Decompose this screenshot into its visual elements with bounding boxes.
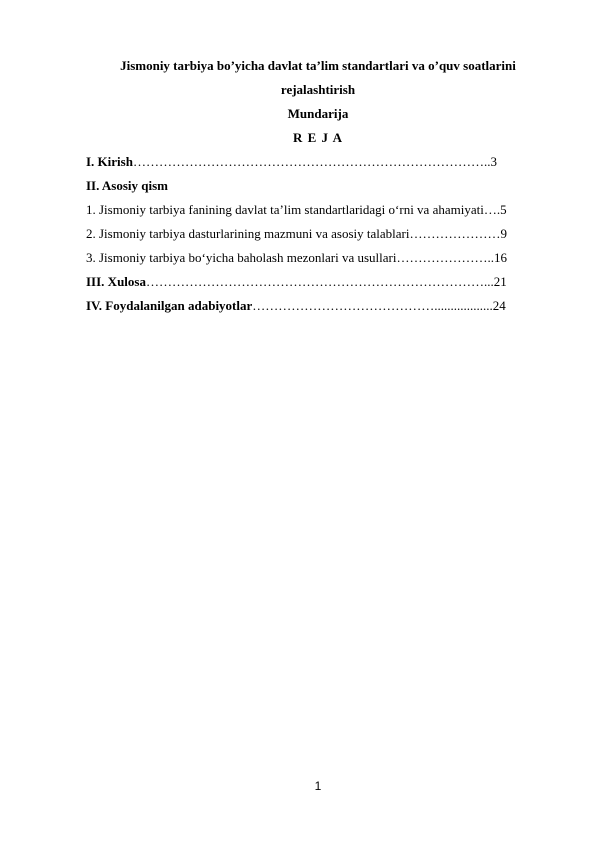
plan-heading: R E J A (293, 130, 343, 145)
toc-entry-leader: ……………………………………………………………………... (145, 274, 494, 289)
toc-entry-label: 1. Jismoniy tarbiya fanining davlat ta’lim standartlaridagi o‘rni va ahamiyati (86, 202, 484, 217)
toc-entry-page: 9 (500, 226, 507, 241)
toc-entry-leader: ………………… (409, 226, 501, 241)
toc-entry-page: 21 (493, 274, 507, 289)
toc-entry-label: IV. Foydalanilgan adabiyotlar (86, 298, 253, 313)
document-title: Jismoniy tarbiya bo’yicha davlat ta’lim standartlari va o’quv soatlarini (120, 58, 516, 73)
toc-entry-page: 24 (492, 298, 506, 313)
toc-entry-kirish (86, 154, 546, 178)
toc-entry-page: 3 (490, 154, 497, 169)
toc-entry-leader: ………………….. (396, 250, 494, 265)
toc-entry-subsection-2 (86, 226, 546, 250)
toc-entry-asosiy-qism (86, 178, 546, 202)
toc-entry-label: III. Xulosa (86, 274, 146, 289)
toc-entry-label: I. Kirish (86, 154, 133, 169)
toc-entry-adabiyotlar (86, 298, 546, 322)
toc-entry-leader: ……………………………………………………………………….. (132, 154, 491, 169)
toc-entry-leader: …………………………………….................. (252, 298, 493, 313)
table-of-contents (86, 154, 546, 322)
toc-entry-subsection-3 (86, 250, 546, 274)
toc-entry-label: 3. Jismoniy tarbiya bo‘yicha baholash mezonlari va usullari (86, 250, 397, 265)
toc-entry-leader: …. (483, 202, 501, 217)
toc-entry-subsection-1 (86, 202, 546, 226)
toc-entry-xulosa (86, 274, 546, 298)
page-number: 1 (314, 779, 322, 793)
toc-entry-label: 2. Jismoniy tarbiya dasturlarining mazmuni va asosiy talablari (86, 226, 410, 241)
contents-heading: Mundarija (287, 106, 349, 121)
toc-entry-page: 5 (500, 202, 507, 217)
toc-entry-page: 16 (493, 250, 507, 265)
toc-entry-label: II. Asosiy qism (86, 178, 168, 193)
document-title-continuation: rejalashtirish (280, 82, 356, 97)
